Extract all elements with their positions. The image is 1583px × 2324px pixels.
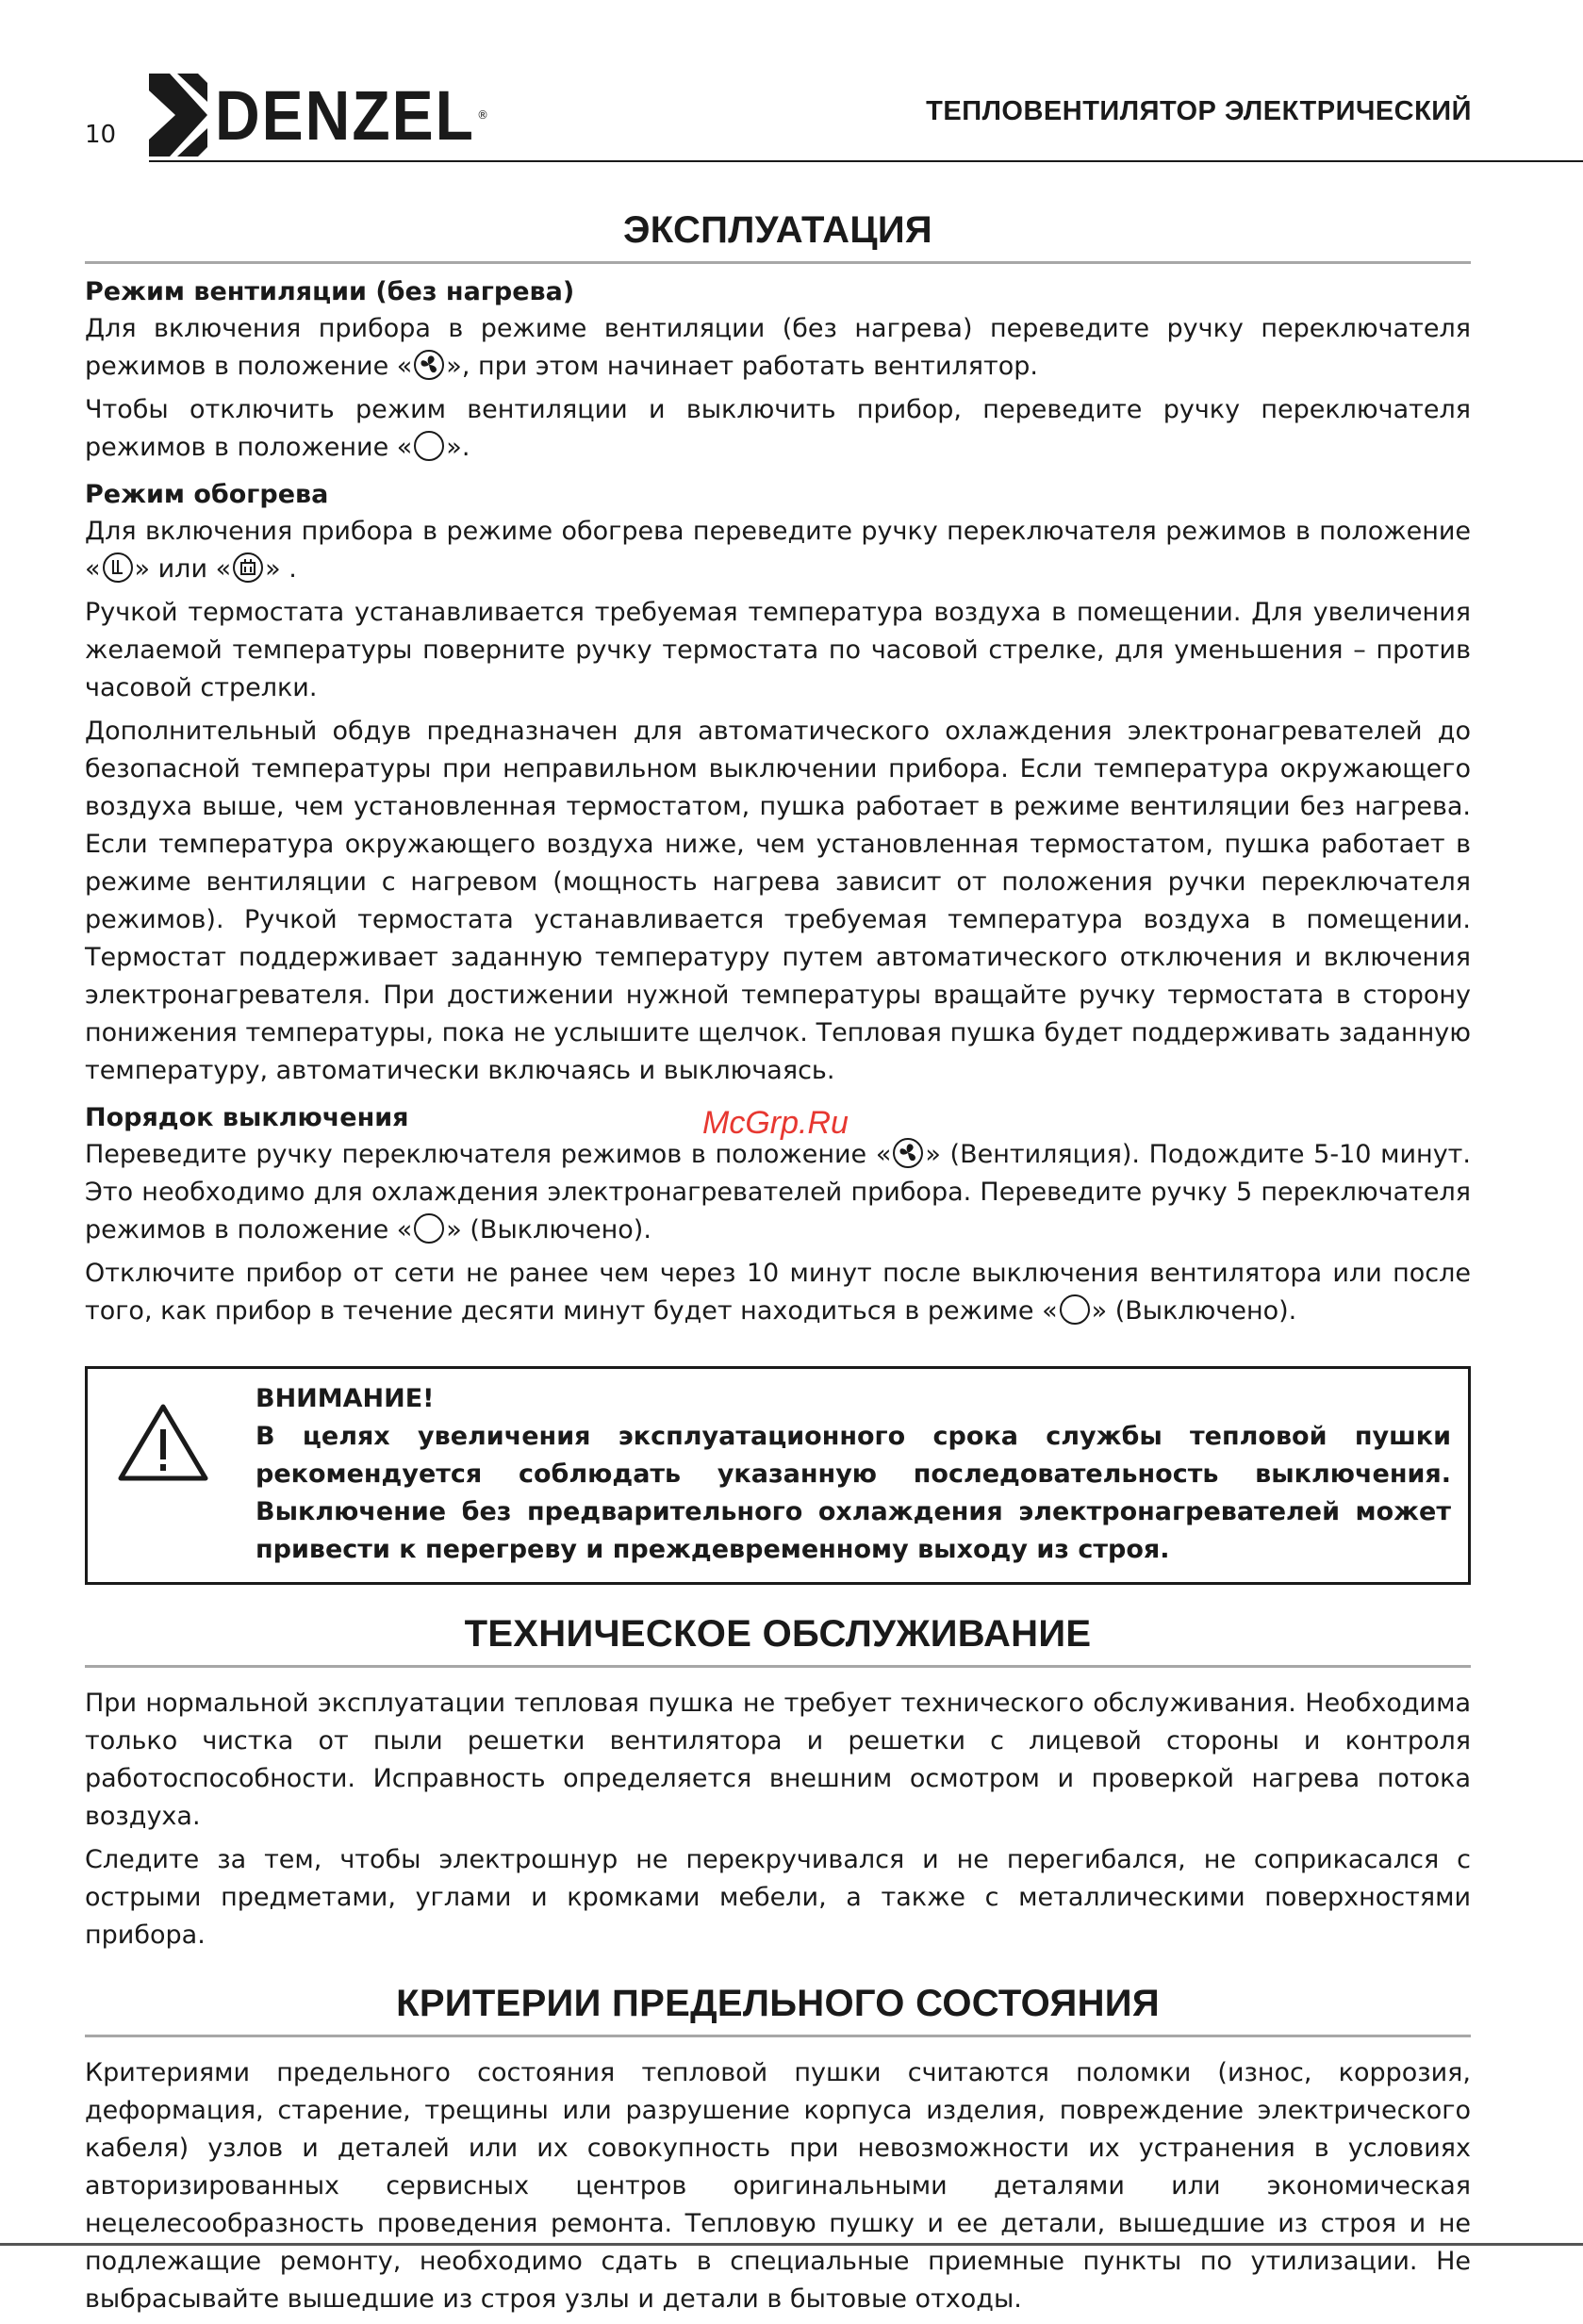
maintenance-paragraph-2: Следите за тем, чтобы электрошнур не перекручивался и не перегибался, не соприкасался с острыми предметами, углами и кромками мебели, а также с металлическими поверхностями прибора. [85, 1845, 1471, 1951]
header-divider [149, 160, 1583, 162]
ventilation-paragraph-1 [85, 310, 1471, 386]
heating-paragraph-3: Дополнительный обдув предназначен для автоматического охлаждения электронагревателей до безопасной температуры при неправильном выключении прибора. Если температура окружающего воздуха выше, чем установленная термостатом, пушка работает в режиме вентиляции без нагрева. Если температура окружающего воздуха ниже, чем установленная термостатом, пушка работает в режиме вентиляции с нагревом (мощность нагрева зависит от положения ручки переключателя режимов). Ручкой термостата устанавливается требуемая температура воздуха в помещении. Термостат поддерживает заданную температуру путем автоматического отключения и включения электронагревателя. При достижении нужной температуры вращайте ручку термостата в сторону понижения температуры, пока не услышите щелчок. Тепловая пушка будет поддерживать заданную температуру, автоматически включаясь и выключаясь. [85, 717, 1471, 1086]
off-position-icon [412, 429, 446, 463]
off-position-icon [412, 1211, 446, 1245]
text-fragment: Для включения прибора в режиме вентиляции (без нагрева) переведите ручку переключателя режимов в положение « [85, 314, 1471, 382]
text-fragment: Чтобы отключить режим вентиляции и выключить прибор, переведите ручку переключателя режимов в положение « [85, 395, 1471, 463]
watermark: McGrp.Ru [702, 1105, 849, 1141]
limit-state-body [85, 2054, 1471, 2318]
maintenance-body [85, 1685, 1471, 1954]
text-fragment: », при этом начинает работать вентилятор. [446, 352, 1039, 382]
logo-text: DENZEL [215, 75, 475, 155]
limit-state-section [85, 1983, 1471, 2318]
warning-text: В целях увеличения эксплуатационного срока службы тепловой пушки рекомендуется соблюдать указанную последовательность выключения. Выключение без предварительного охлаждения электронагревателей может привести к перегреву и преждевременному выходу из строя. [256, 1422, 1451, 1565]
document-title: ТЕПЛОВЕНТИЛЯТОР ЭЛЕКТРИЧЕСКИЙ [926, 96, 1472, 126]
warning-box [85, 1366, 1471, 1585]
text-fragment: » (Выключено). [1091, 1296, 1297, 1327]
text-fragment: Для включения прибора в режиме обогрева переведите ручку переключателя режимов в положение « [85, 517, 1471, 585]
logo-registered-mark: ® [477, 108, 488, 122]
denzel-emblem-icon [149, 74, 207, 157]
warning-icon-wrap [116, 1380, 220, 1569]
warning-title: ВНИМАНИЕ! [256, 1384, 435, 1414]
section-title-maintenance: ТЕХНИЧЕСКОЕ ОБСЛУЖИВАНИЕ [85, 1613, 1471, 1668]
off-position-icon [1058, 1293, 1092, 1327]
warning-body [220, 1380, 1451, 1569]
ventilation-mode-heading: Режим вентиляции (без нагрева) [85, 277, 575, 306]
fan-mode-icon [412, 348, 446, 382]
half-heat-icon [101, 551, 135, 585]
text-fragment: » (Выключено). [446, 1215, 651, 1245]
page-content [85, 209, 1471, 2324]
text-fragment: Отключите прибор от сети не ранее чем через 10 минут после выключения вентилятора или после того, как прибор в течение десяти минут будет находиться в режиме « [85, 1259, 1471, 1327]
ventilation-paragraph-2 [85, 391, 1471, 467]
denzel-logo [149, 74, 488, 157]
shutdown-paragraph-1 [85, 1136, 1471, 1249]
maintenance-section [85, 1613, 1471, 1954]
shutdown-paragraph-2 [85, 1255, 1471, 1330]
text-fragment: » или « [134, 554, 232, 585]
heating-paragraph-2: Ручкой термостата устанавливается требуемая температура воздуха в помещении. Для увеличения желаемой температуры поверните ручку термостата по часовой стрелке, для уменьшения – против часовой стрелки. [85, 598, 1471, 703]
fan-mode-icon [891, 1136, 925, 1170]
limit-state-paragraph-1: Критериями предельного состояния тепловой пушки считаются поломки (износ, коррозия, деформация, старение, трещины или разрушение корпуса изделия, повреждение электрического кабеля) узлов и деталей или их совокупность при невозможности их устранения в условиях авторизированных сервисных центров оригинальными деталями или экономическая нецелесообразность проведения ремонта. Тепловую пушку и ее детали, вышедшие из строя и не подлежащие ремонту, необходимо сдать в специальные приемные пункты по утилизации. Не выбрасывайте вышедшие из строя узлы и детали в бытовые отходы. [85, 2058, 1471, 2315]
warning-triangle-icon [116, 1401, 210, 1484]
text-fragment: Переведите ручку переключателя режимов в положение « [85, 1140, 892, 1170]
page-number: 10 [85, 121, 117, 149]
text-fragment: » (Вентиляция). Подождите 5-10 минут. Это необходимо для охлаждения электронагревателей прибора. Переведите ручку 5 переключателя режимов в положение « [85, 1140, 1471, 1245]
heating-mode-heading: Режим обогрева [85, 480, 329, 510]
section-title-operation: ЭКСПЛУАТАЦИЯ [85, 209, 1471, 264]
text-fragment: » . [265, 554, 297, 585]
heating-paragraph-1 [85, 513, 1471, 588]
text-fragment: ». [446, 433, 470, 463]
maintenance-paragraph-1: При нормальной эксплуатации тепловая пушка не требует технического обслуживания. Необходима только чистка от пыли решетки вентилятора и решетки с лицевой стороны и контроля работоспособности. Исправность определяется внешним осмотром и проверкой нагрева потока воздуха. [85, 1689, 1471, 1832]
shutdown-heading: Порядок выключения [85, 1103, 409, 1133]
full-heat-icon [231, 551, 265, 585]
section-title-limit-state: КРИТЕРИИ ПРЕДЕЛЬНОГО СОСТОЯНИЯ [85, 1983, 1471, 2037]
